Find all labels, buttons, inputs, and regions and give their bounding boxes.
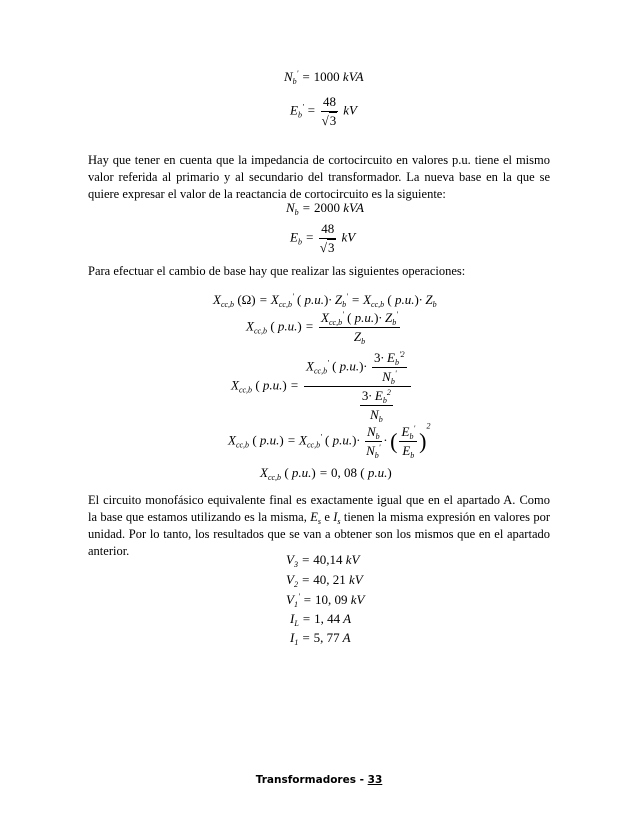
result-v1: $V_1' = 10$, 09 kV: [286, 592, 365, 609]
equation-x-pu-full: $X_{cc,b}$ ( p.u.) = $X_{cc,b}'$ ( p.u.)· $\frac{3\cdot E_b^{'2}}{N_b'}$ $\frac{3\cdot E_b^2}{N_b}$: [231, 350, 413, 423]
paragraph-conclusion: El circuito monofásico equivalente final es exactamente igual que en el apartado A. Como la base que estamos utilizando es la misma, $E_s$ e $I_s$ tienen la misma expresión en valores por unidad. Por lo tanto, los resultados que se van a obtener son los mismos que en el apartado anterior.: [88, 493, 550, 558]
page-number: 33: [367, 774, 383, 786]
paragraph-impedance-note: Hay que tener en cuenta que la impedancia de cortocircuito en valores p.u. tiene el mismo valor referida al primario y al secundario del transformador. La nueva base en la que se quiere expresar el valor de la reactancia de cortocircuito es la siguiente:: [88, 153, 550, 201]
equation-x-ohm: $X_{cc,b}$ $(\Omega) = X_{cc,b}'$ ( $p.u.)\cdot Z_b' = X_{cc,b}$ ( $p.u.)\cdot Z_b$: [213, 292, 437, 309]
equation-nb: $N_b = 2000$ kVA: [286, 200, 364, 217]
equation-x-pu-zb: $X_{cc,b}$ ( p.u.) = $\frac{X_{cc,b}' ( p.u.)\cdot Z_b'}{Z_b}$: [246, 310, 398, 346]
result-il-value: 1, 44: [314, 611, 341, 626]
result-v2-value: 40, 21: [313, 572, 346, 587]
equation-x-pu-ratio: $X_{cc,b}$ ( $p.u.) = X_{cc,b}'$ ( p.u.)· $\frac{N_b}{N_b'}$ · ( $\frac{E_b'}{E_b}$ )$^2$: [228, 421, 431, 460]
result-i1: $I_1 = 5$, 77 A: [290, 630, 351, 647]
result-v3: $V_3 = 40,14$ kV: [286, 552, 360, 569]
paragraph-conclusion-part-1: El circuito monofásico equivalente final es exactamente igual que en el apartado A. Como la base que estamos utilizando es la misma,: [88, 493, 550, 524]
equation-eb-prime: $E_b'$ = $\frac{48}{√3}$ kV: [290, 94, 357, 128]
equation-x-result: $X_{cc,b}$ ( p.u.) = 0, 08 ( p.u.): [260, 465, 392, 482]
page-footer: [0, 774, 638, 786]
result-v3-value: 40,14: [313, 552, 343, 567]
paragraph-base-change: Para efectuar el cambio de base hay que realizar las siguientes operaciones:: [88, 264, 466, 278]
result-v2: $V_2 = 40$, 21 kV: [286, 572, 363, 589]
equation-eb: $E_b$ = $\frac{48}{√3}$ kV: [290, 221, 356, 255]
result-v1-value: 10, 09: [314, 592, 348, 607]
result-i1-value: 5, 77: [313, 630, 340, 645]
result-il: $I_L = 1$, 44 A: [290, 611, 352, 628]
footer-label: Transformadores -: [255, 774, 368, 786]
paragraph-conclusion-part-2: tienen la misma expresión en valores por unidad. Por lo tanto, los resultados que se van a obtener son los mismos que en el apartado anterior.: [88, 510, 550, 558]
equation-nb-prime: $N_b' = 1000$ kVA: [284, 69, 364, 86]
